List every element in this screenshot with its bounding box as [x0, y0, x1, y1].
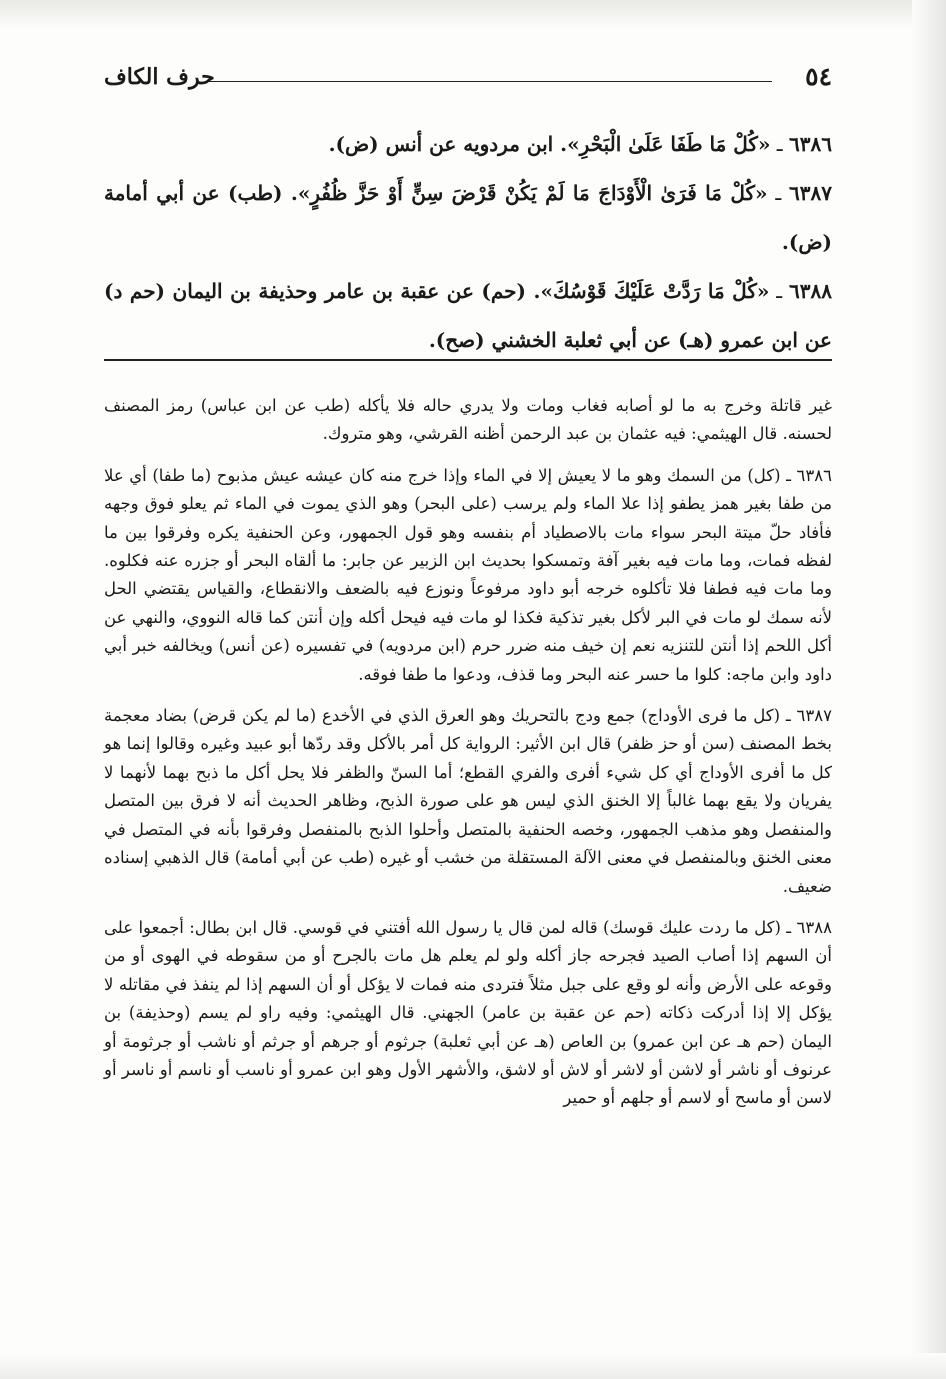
- page-number: ٥٤: [805, 62, 832, 91]
- commentary-6387: ٦٣٨٧ ـ (كل ما فرى الأوداج) جمع ودج بالتحريك وهو العرق الذي في الأخدع (ما لم يكن قرض) بضاد معجمة بخط المصنف (سن أو حز ظفر) قال ابن الأثير: الرواية كل أمر بالأكل وقد ردّها أبو عبيد وغيره وقالوا إنما هو كل ما أفرى الأوداج أي كل شيء أفرى والفري القطع؛ أما السنّ والظفر فلا يحل أكل ما ذبح بهما لأنهما لا يفريان ولا يقع بهما غالباً إلا الخنق الذي ليس هو على صورة الذبح، وظاهر الحديث أنه لا فرق بين المتصل والمنفصل وهو مذهب الجمهور، وخصه الحنفية بالمتصل وأحلوا الذبح بالمنفصل وفرقوا بأنه في المتصل في معنى الخنق وبالمنفصل في معنى الآلة المستقلة من خشب أو غيره (طب عن أبي أمامة) قال الذهبي إسناده ضعيف.: [104, 706, 832, 896]
- hadith-number: ٦٣٨٦: [789, 132, 832, 156]
- commentary-divider: [104, 359, 832, 361]
- hadith-6386: ٦٣٨٦ ـ «كُلْ مَا طَفَا عَلَىٰ الْبَحْرِ». ابن مردويه عن أنس (ض).: [328, 132, 832, 156]
- scan-edge-right: [912, 0, 946, 1379]
- scan-edge-top: [0, 0, 946, 30]
- hadith-6387: ٦٣٨٧ ـ «كُلْ مَا فَرَىٰ الْأَوْدَاجَ مَا لَمْ يَكُنْ قَرْضَ سِنٍّ أَوْ حَزَّ ظُفُرٍ». (طب) عن أبي أمامة (ض).: [104, 181, 832, 254]
- scan-edge-bottom: [0, 1353, 946, 1379]
- hadith-number: ٦٣٨٨: [789, 279, 832, 303]
- commentary-6388: ٦٣٨٨ ـ (كل ما ردت عليك قوسك) قاله لمن قال يا رسول الله أفتني في قوسي. قال ابن بطال: أجمعوا على أن السهم إذا أصاب الصيد فجرحه جاز أكله ولو لم يعلم هل مات بالجرح أو من سقوطه في الهوى أو من وقوعه على الأرض وأنه لو وقع على جبل مثلاً فتردى منه فمات لا يؤكل أو أن السهم إذا لم ينفذ في مقاتله لا يؤكل إلا إذا أدركت ذكاته (حم عن عقبة بن عامر) الجهني. قال الهيثمي: وفيه راو لم يسم (وحذيفة) بن اليمان (حم هـ عن ابن عمرو) بن العاص (هـ عن أبي ثعلبة) جرثوم أو جرهم أو جرثم أو ناشب أو جرثومة أو عرنوف أو ناشر أو لاشن أو لاشر أو لاش أو لاشق، والأشهر الأول وهو ابن عمرو أو ناسب أو ناسم أو ناسر أو لاسن أو ماسح أو لاسم أو جلهم أو حمير: [104, 917, 832, 1108]
- header-rule: [208, 81, 772, 82]
- hadith-text: «كُلْ مَا فَرَىٰ الْأَوْدَاجَ مَا لَمْ يَكُنْ قَرْضَ سِنٍّ أَوْ حَزَّ ظُفُرٍ». (طب) عن أبي أمامة (ض).: [104, 181, 832, 254]
- hadith-text: «كُلْ مَا رَدَّتْ عَلَيْكَ قَوْسُكَ». (حم) عن عقبة بن عامر وحذيفة بن اليمان (حم د) عن ابن عمرو (هـ) عن أبي ثعلبة الخشني (صح).: [104, 279, 832, 352]
- hadith-text: «كُلْ مَا طَفَا عَلَىٰ الْبَحْرِ». ابن مردويه عن أنس (ض).: [328, 132, 771, 156]
- commentary-intro: غير قاتلة وخرج به ما لو أصابه فغاب ومات ولا يدري حاله فلا يأكله (طب عن ابن عباس) رمز المصنف لحسنه. قال الهيثمي: فيه عثمان بن عبد الرحمن أظنه القرشي، وهو متروك.: [104, 396, 832, 444]
- hadith-6388: ٦٣٨٨ ـ «كُلْ مَا رَدَّتْ عَلَيْكَ قَوْسُكَ». (حم) عن عقبة بن عامر وحذيفة بن اليمان (حم د) عن ابن عمرو (هـ) عن أبي ثعلبة الخشني (صح).: [104, 279, 832, 352]
- commentary: [104, 392, 832, 1126]
- hadith-list: [104, 120, 832, 365]
- commentary-6386: ٦٣٨٦ ـ (كل) من السمك وهو ما لا يعيش إلا في الماء وإذا خرج منه كان عيشه عيش مذبوح (ما طفا) أي علا من طفا بغير همز يطفو إذا علا الماء ولم يرسب (على البحر) وهو الذي يموت في الماء ثم يعلو فوق وجهه فأفاد حلّ ميتة البحر سواء مات بالاصطياد أم بنفسه وهو قول الجمهور، وعن الحنفية يكره وفرقوا بين ما لفظه فمات، وما مات فيه بغير آفة وتمسكوا بحديث ابن الزبير عن جابر: ما ألقاه البحر أو جزره عنه فكلوه. وما مات فيه فطفا فلا تأكلوه خرجه أبو داود مرفوعاً ونوزع فيه بالضعف والانقطاع، والقياس يقتضي الحل لأنه سمك لو مات في البر لأكل بغير تذكية فكذا لو مات فيه فيحل أكله وإن أنتن كما قاله النووي، والنهي عن أكل اللحم إذا أنتن للتنزيه نعم إن خيف منه ضرر حرم (ابن مردويه) في تفسيره (عن أنس) ويخالفه خبر أبي داود وابن ماجه: كلوا ما حسر عنه البحر وما قذف، ودعوا ما طفا فوقه.: [104, 465, 832, 684]
- hadith-number: ٦٣٨٧: [789, 181, 832, 205]
- chapter-title: حرف الكاف: [104, 64, 215, 90]
- page-header: [104, 62, 832, 96]
